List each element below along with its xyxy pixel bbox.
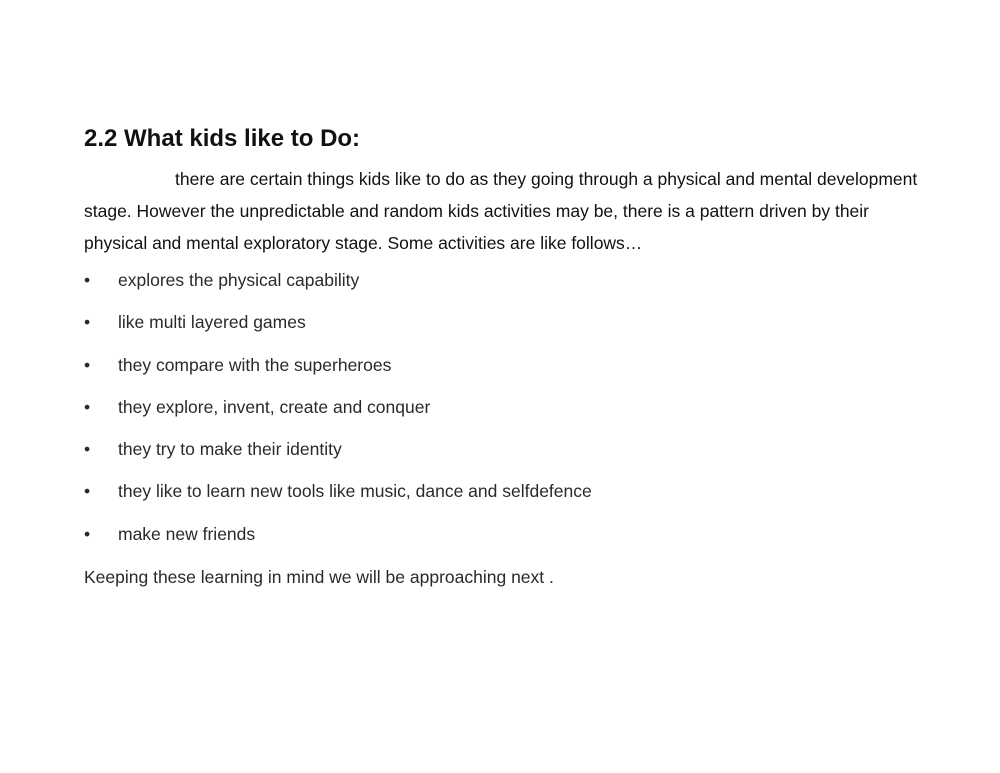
activity-list [84,265,592,561]
list-item-text: they like to learn new tools like music, dance and selfdefence [118,481,592,502]
list-item-text: they explore, invent, create and conquer [118,396,431,417]
list-item [84,265,592,307]
closing-line: Keeping these learning in mind we will be approaching next . [84,567,554,587]
list-item-text: they compare with the superheroes [118,354,392,375]
section-heading: 2.2 What kids like to Do: [84,125,361,152]
bullet-icon: • [84,270,91,290]
list-item [84,350,592,392]
list-item [84,392,592,434]
list-item [84,476,592,518]
intro-paragraph: there are certain things kids like to do as they going through a physical and mental development stage. However the unpredictable and random kids activities may be, there is a pattern driven by their physical and mental exploratory stage. Some activities are like follows… [84,169,918,253]
list-item [84,307,592,349]
bullet-icon: • [84,354,91,375]
bullet-icon: • [84,396,91,417]
bullet-icon: • [84,439,91,460]
list-item [84,434,592,476]
list-item-text: explores the physical capability [118,270,360,290]
bullet-icon: • [84,312,91,333]
list-item [84,519,592,561]
list-item-text: make new friends [118,523,256,544]
list-item-text: they try to make their identity [118,439,342,460]
bullet-icon: • [84,523,91,544]
bullet-icon: • [84,481,91,502]
list-item-text: like multi layered games [118,312,306,333]
